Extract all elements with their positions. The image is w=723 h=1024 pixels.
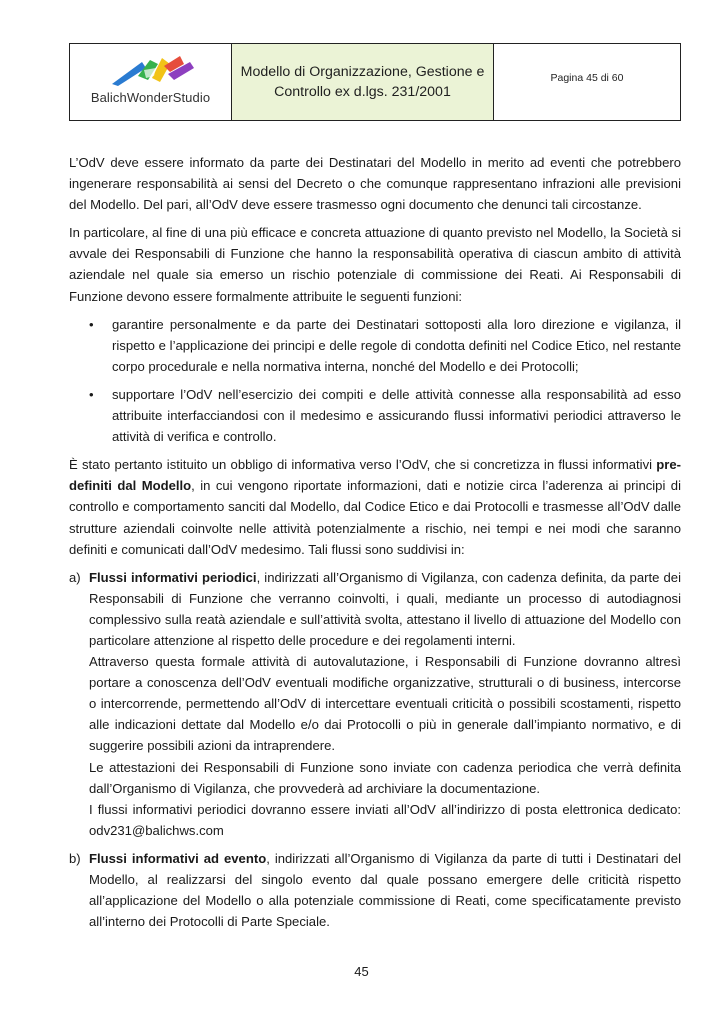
lettered-list xyxy=(69,567,681,933)
document-header xyxy=(69,43,681,121)
list-item-b xyxy=(69,848,681,932)
document-title-line2: Controllo ex d.lgs. 231/2001 xyxy=(274,84,451,100)
paragraph-3 xyxy=(69,454,681,559)
page-label: Pagina 45 di 60 xyxy=(550,72,624,84)
paragraph-1: L’OdV deve essere informato da parte dei Destinatari del Modello in merito ad eventi che potrebbero ingenerare responsabilità ai sensi del Decreto o che comunque rappresentano infrazioni alle previsioni del Modello. Del pari, all’OdV deve essere trasmesso ogni documento che denunci tali circostanze. xyxy=(69,155,681,213)
item-b-title: Flussi informativi ad evento xyxy=(89,850,267,866)
item-a-sub-1: Attraverso questa formale attività di autovalutazione, i Responsabili di Funzione dovranno altresì portare a conoscenza dell’OdV eventuali modifiche organizzative, strutturali o di business, intercorse o intercorrende, permettendo all’OdV di intercettare eventuali criticità o possibili scostamenti, rispetto alle indicazioni dettate dal Modello e/o dai Protocolli o più in generale dall’impianto normativo, e di suggerire possibili azioni da intraprendere. xyxy=(89,654,681,754)
document-title xyxy=(232,44,494,120)
list-marker-a: a) xyxy=(69,569,81,585)
paragraph-2: In particolare, al fine di una più efficace e concreta attuazione di quanto previsto nel Modello, la Società si avvale dei Responsabili di Funzione che hanno la responsabilità operativa di ciascun ambito di attività aziendale nel quale sia emerso un rischio potenziale di commissione dei Reati. Ai Responsabili di Funzione devono essere formalmente attribuite le seguenti funzioni: xyxy=(69,225,681,304)
page-number: 45 xyxy=(354,964,369,979)
bullet-text: garantire personalmente e da parte dei Destinatari sottoposti alla loro direzione e vigilanza, il rispetto e l’applicazione dei principi e delle regole di condotta definiti nel Codice Etico, nel restante corpo procedurale e nella normativa interna, nonché del Modello e dei Protocolli; xyxy=(112,316,681,374)
item-a-title: Flussi informativi periodici xyxy=(89,569,257,585)
logo-cell xyxy=(70,44,232,120)
item-a-text: , indirizzati all’Organismo di Vigilanza, con cadenza definita, da parte dei Responsabili di Funzione che verranno coinvolti, i quali, mediante un processo di autodiagnosi complessivo sulla reatà aziendale e sull’attività svolta, attestano il livello di attuazione del Modello con particolare attenzione al rispetto delle procedure e dei regolamenti interni. xyxy=(89,569,681,648)
item-a-sub-3: I flussi informativi periodici dovranno essere inviati all’OdV all’indirizzo di posta elettronica dedicato: odv231@balichws.com xyxy=(89,801,681,838)
item-b-text: , indirizzati all’Organismo di Vigilanza da parte di tutti i Destinatari del Modello, al realizzarsi del singolo evento dal quale possano emergere delle criticità rispetto all’applicazione del Modello o alla potenziale commissione di Reati, come specificatamente previsto all’interno dei Protocolli di Parte Speciale. xyxy=(89,850,681,930)
list-marker-b: b) xyxy=(69,850,81,866)
company-logo-icon xyxy=(108,54,198,88)
list-item-a xyxy=(69,567,681,841)
item-a-sub-2: Le attestazioni dei Responsabili di Funzione sono inviate con cadenza periodica che verrà definita dall’Organismo di Vigilanza, che provvederà ad archiviare la documentazione. xyxy=(89,759,681,796)
list-item xyxy=(69,384,681,447)
bullet-icon: • xyxy=(89,316,94,332)
bullet-list xyxy=(69,314,681,448)
document-title-line1: Modello di Organizzazione, Gestione e xyxy=(240,64,485,80)
paragraph-3-bold: pre-definiti dal Modello xyxy=(69,457,681,494)
document-body xyxy=(69,152,681,939)
bullet-text: supportare l’OdV nell’esercizio dei compiti e delle attività connesse alla responsabilità ad esso attribuite interfacciandosi con il medesimo e assicurando flussi informativi periodici attraverso le attività di verifica e controllo. xyxy=(112,386,681,445)
bullet-icon: • xyxy=(89,386,94,402)
paragraph-3-text-end: , in cui vengono riportate informazioni, dati e notizie circa l’aderenza ai principi di controllo e comportamento sanciti dal Modello, dal Codice Etico e dai Protocolli e trasmesse all’OdV dalle strutture aziendali coinvolte nelle attività potenzialmente a rischio, nei tempi e nei modi che saranno definiti e comunicati dall’OdV medesimo. Tali flussi sono suddivisi in: xyxy=(69,478,681,557)
company-name: BalichWonderStudio xyxy=(90,90,211,105)
paragraph-3-text: È stato pertanto istituito un obbligo di informativa verso l’OdV, che si concretizza in flussi informativi xyxy=(69,457,657,473)
list-item xyxy=(69,314,681,377)
